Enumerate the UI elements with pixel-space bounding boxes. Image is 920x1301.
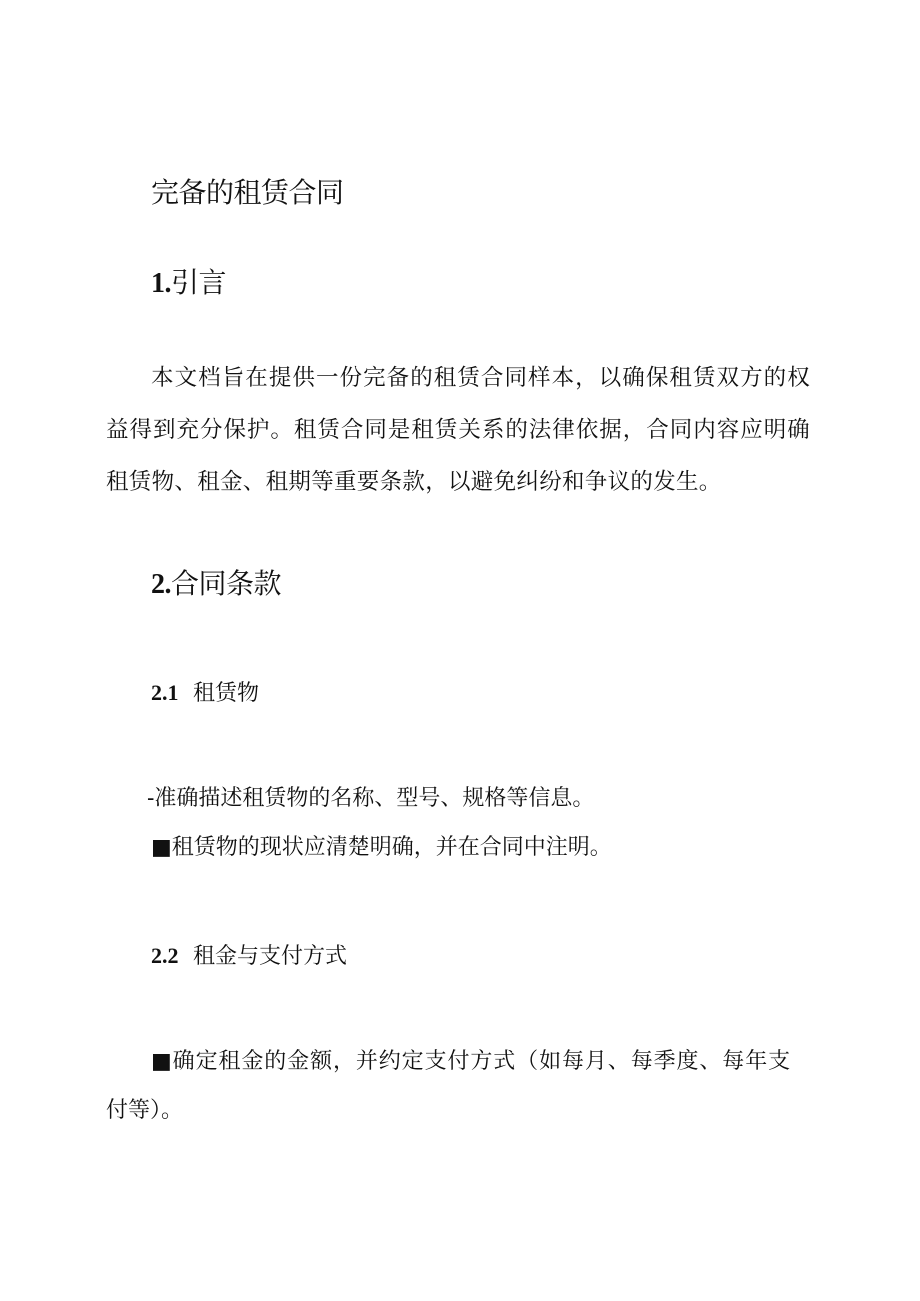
subsection-number: 2.2 [151,943,179,968]
list-item: ■租赁物的现状应清楚明确，并在合同中注明。 [151,835,612,860]
section-title: 合同条款 [171,567,282,600]
section-number: 2. [151,569,171,600]
subsection-number: 2.1 [151,680,179,705]
list-item-continuation: 付等）。 [106,1098,184,1123]
list-item: ■确定租金的金额，并约定支付方式（如每月、每季度、每年支 [151,1049,791,1074]
section-number: 1. [151,268,171,299]
subsection-heading-leased-property [151,677,259,710]
section-heading-introduction [151,263,226,304]
document-title: 完备的租赁合同 [151,176,344,209]
section-heading-contract-terms [151,564,281,605]
list-item: -准确描述租赁物的名称、型号、规格等信息。 [147,786,595,811]
subsection-title: 租金与支付方式 [193,944,348,969]
introduction-paragraph: 本文档旨在提供一份完备的租赁合同样本，以确保租赁双方的权益得到充分保护。租赁合同是租赁关系的法律依据，合同内容应明确租赁物、租金、租期等重要条款，以避免纠纷和争议的发生。 [106,365,810,495]
subsection-title: 租赁物 [193,681,260,706]
subsection-heading-rent-payment [151,940,347,973]
section-title: 引言 [171,266,227,299]
